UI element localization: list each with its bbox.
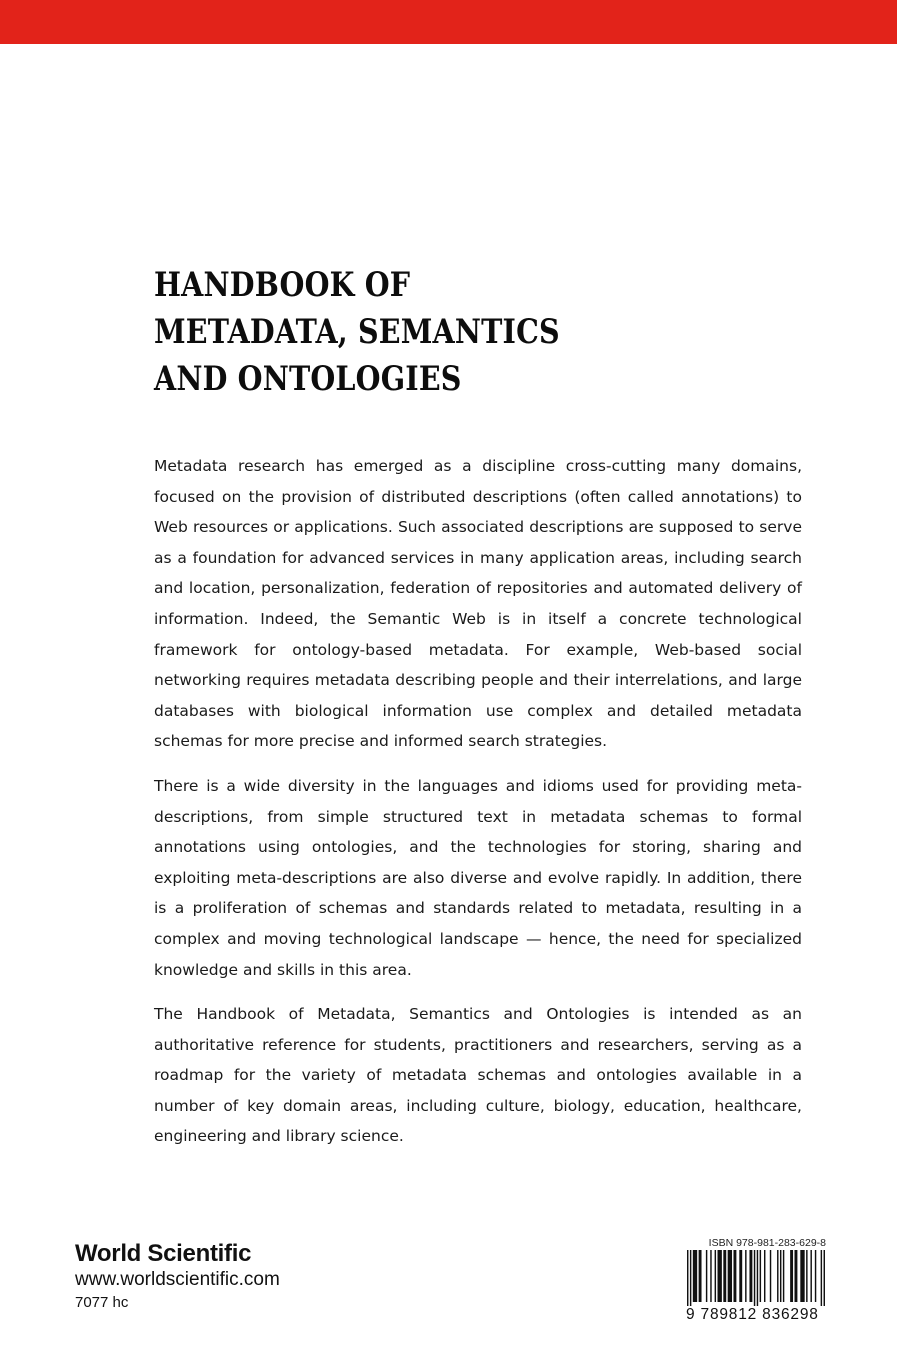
barcode-bar-26: [810, 1250, 811, 1302]
barcode-bar-14: [754, 1250, 755, 1306]
title-line-1: HANDBOOK OF: [154, 265, 411, 305]
barcode-bar-4: [706, 1250, 707, 1302]
barcode-bar-20: [780, 1250, 781, 1302]
publisher-block: [75, 1240, 280, 1314]
barcode-bar-1: [690, 1250, 691, 1306]
description-paragraph-1: Metadata research has emerged as a discipline cross-cutting many domains, focused on the provision of distributed descriptions (often called annotations) to Web resources or applications. Such associated descriptions are supposed to serve as a foundation for advanced services in many application areas, including search and location, personalization, federation of repositories and automated delivery of information. Indeed, the Semantic Web is in itself a concrete technological framework for ontology-based metadata. For example, Web-based social networking requires metadata describing people and their interrelations, and large databases with biological information use complex and detailed metadata schemas for more precise and informed search strategies.: [154, 457, 802, 751]
barcode-bar-27: [815, 1250, 816, 1302]
barcode-bar-25: [806, 1250, 807, 1302]
description-paragraph-3: The Handbook of Metadata, Semantics and Ontologies is intended as an authoritative reference for students, practitioners and researchers, serving as a roadmap for the variety of metadata schemas and ontologies available in a number of key domain areas, including culture, biology, education, healthcare, engineering and library science.: [154, 1005, 802, 1146]
isbn-label: ISBN 978-981-283-629-8: [708, 1237, 826, 1249]
barcode-bar-0: [687, 1250, 688, 1306]
barcode-bar-29: [824, 1250, 825, 1306]
ean-digits: 9 789812 836298: [686, 1306, 819, 1323]
barcode-bar-19: [777, 1250, 778, 1302]
ean13-barcode: [686, 1250, 826, 1306]
barcode-bar-2: [693, 1250, 697, 1302]
barcode-bar-11: [739, 1250, 742, 1302]
title-line-3: AND ONTOLOGIES: [154, 359, 462, 399]
top-color-band: [0, 0, 897, 44]
barcode-bar-24: [800, 1250, 804, 1302]
publisher-name: World Scientific: [75, 1240, 252, 1267]
description-paragraph-2: There is a wide diversity in the languages and idioms used for providing meta-descriptions, from simple structured text in metadata schemas to formal annotations using ontologies, and the technologies for storing, sharing and exploiting meta-descriptions are also diverse and evolve rapidly. In addition, there is a proliferation of schemas and standards related to metadata, resulting in a complex and moving technological landscape — hence, the need for specialized knowledge and skills in this area.: [154, 776, 802, 979]
publisher-url: www.worldscientific.com: [75, 1269, 280, 1290]
book-description: [154, 451, 802, 1166]
barcode-bar-5: [710, 1250, 711, 1302]
title-line-2: METADATA, SEMANTICS: [154, 312, 560, 352]
barcode-bar-15: [757, 1250, 758, 1306]
barcode-bar-8: [723, 1250, 726, 1302]
book-title: [154, 262, 675, 403]
product-code: 7077 hc: [75, 1294, 129, 1311]
barcode-bar-22: [790, 1250, 793, 1302]
barcode-bar-3: [699, 1250, 702, 1302]
barcode-bar-23: [794, 1250, 797, 1302]
barcode-bar-9: [728, 1250, 732, 1302]
barcode-bar-18: [770, 1250, 771, 1302]
barcode-bar-13: [749, 1250, 752, 1302]
barcode-bar-12: [745, 1250, 746, 1302]
barcode-bar-7: [718, 1250, 722, 1302]
barcode-block: [686, 1237, 826, 1324]
barcode-bar-10: [733, 1250, 736, 1302]
barcode-bar-6: [715, 1250, 716, 1302]
barcode-bar-28: [821, 1250, 822, 1306]
barcode-bar-21: [783, 1250, 784, 1302]
barcode-bar-17: [764, 1250, 765, 1302]
barcode-bar-16: [760, 1250, 761, 1302]
